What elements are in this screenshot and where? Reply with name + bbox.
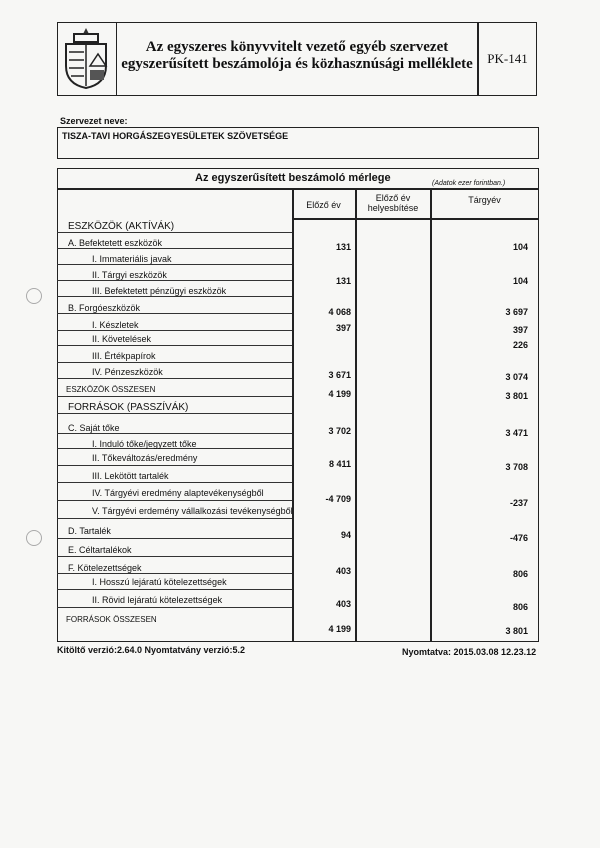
row-label: I. Készletek: [92, 320, 139, 330]
current-year-value: 3 801: [505, 626, 528, 636]
row-label: A. Befektetett eszközök: [68, 238, 163, 248]
prev-year-value: 8 411: [328, 459, 351, 469]
current-year-value: 3 697: [505, 307, 528, 317]
print-timestamp: Nyomtatva: 2015.03.08 12.23.12: [402, 647, 537, 657]
row-label: C. Saját tőke: [68, 423, 120, 433]
row-label: I. Induló tőke/jegyzett tőke: [92, 439, 197, 449]
row-rule: [57, 296, 292, 297]
punch-hole: [26, 530, 42, 546]
row-rule: [57, 518, 292, 519]
row-label: III. Lekötött tartalék: [92, 471, 169, 481]
prev-year-value: 397: [335, 323, 351, 333]
prev-year-value: 4 199: [328, 389, 351, 399]
col-current-year: Tárgyév: [468, 195, 501, 205]
row-rule: [57, 248, 292, 249]
col-prev-year: Előző év: [306, 200, 341, 210]
org-name-label: Szervezet neve:: [60, 116, 128, 126]
version-info: Kitöltő verzió:2.64.0 Nyomtatvány verzió:5.2: [57, 645, 246, 655]
row-rule: [57, 465, 292, 466]
row-rule: [57, 362, 292, 363]
row-label: FORRÁSOK (PASSZÍVÁK): [68, 402, 189, 413]
current-year-value: 226: [512, 340, 528, 350]
form-code: PK-141: [478, 22, 537, 96]
row-label: F. Kötelezettségek: [68, 563, 142, 573]
prev-year-value: 4 068: [328, 307, 351, 317]
prev-year-value: 3 671: [328, 370, 351, 380]
row-rule: [57, 573, 292, 574]
current-year-value: 806: [512, 569, 528, 579]
prev-year-value: 403: [335, 599, 351, 609]
punch-hole: [26, 288, 42, 304]
org-name-value: TISZA-TAVI HORGÁSZEGYESÜLETEK SZÖVETSÉGE: [62, 131, 289, 141]
row-label: D. Tartalék: [68, 526, 111, 536]
row-label: IV. Pénzeszközök: [92, 367, 163, 377]
row-rule: [57, 500, 292, 501]
row-label: II. Tárgyi eszközök: [92, 270, 167, 280]
current-year-value: 3 471: [505, 428, 528, 438]
row-label: III. Befektetett pénzügyi eszközök: [92, 286, 227, 296]
current-year-value: 3 074: [505, 372, 528, 382]
prev-year-value: 4 199: [328, 624, 351, 634]
row-rule: [57, 538, 292, 539]
prev-year-value: 3 702: [328, 426, 351, 436]
row-rule: [57, 607, 292, 608]
current-year-value: 3 708: [505, 462, 528, 472]
row-rule: [57, 556, 292, 557]
prev-year-value: 131: [335, 276, 351, 286]
prev-year-value: 94: [340, 530, 351, 540]
prev-year-value: 131: [335, 242, 351, 252]
col-prev-correction: Előző év helyesbítése: [367, 193, 419, 213]
row-rule: [57, 589, 292, 590]
row-rule: [57, 396, 292, 397]
current-year-value: -237: [509, 498, 528, 508]
current-year-value: -476: [509, 533, 528, 543]
row-rule: [57, 433, 292, 434]
row-rule: [57, 232, 292, 233]
row-label: I. Hosszú lejáratú kötelezettségek: [92, 577, 227, 587]
row-label: ESZKÖZÖK ÖSSZESEN: [66, 385, 156, 394]
row-label: II. Követelések: [92, 334, 152, 344]
current-year-value: 806: [512, 602, 528, 612]
row-label: ESZKÖZÖK (AKTÍVÁK): [68, 221, 175, 232]
row-rule: [57, 264, 292, 265]
unit-note: (Adatok ezer forintban.): [432, 180, 506, 187]
row-rule: [57, 378, 292, 379]
row-rule: [57, 330, 292, 331]
row-rule: [57, 280, 292, 281]
row-rule: [57, 482, 292, 483]
row-label: I. Immateriális javak: [92, 254, 172, 264]
row-label: IV. Tárgyévi eredmény alaptevékenységből: [92, 488, 264, 498]
header-rule: [292, 218, 539, 220]
row-label: II. Rövid lejáratú kötelezettségek: [92, 595, 223, 605]
row-label: E. Céltartalékok: [68, 545, 132, 555]
row-label: FORRÁSOK ÖSSZESEN: [66, 615, 157, 624]
prev-year-value: 403: [335, 566, 351, 576]
form-title: [116, 22, 478, 96]
current-year-value: 3 801: [505, 391, 528, 401]
current-year-value: 397: [512, 325, 528, 335]
current-year-value: 104: [512, 276, 528, 286]
column-divider: [430, 188, 432, 642]
column-divider: [355, 188, 357, 642]
current-year-value: 104: [512, 242, 528, 252]
row-label: V. Tárgyévi erdemény vállalkozási tevékenységből: [92, 506, 293, 516]
form-title-line-1: Az egyszeres könyvvitelt vezető egyéb szervezet: [145, 39, 449, 55]
row-label: III. Értékpapírok: [92, 351, 156, 361]
header-rule: [57, 188, 539, 190]
row-rule: [57, 413, 292, 414]
row-rule: [57, 313, 292, 314]
balance-title: Az egyszerűsített beszámoló mérlege: [195, 172, 391, 184]
coat-of-arms-icon: [60, 26, 112, 90]
form-title-line-2: egyszerűsített beszámolója és közhasznúsági melléklete: [121, 56, 473, 72]
row-rule: [57, 345, 292, 346]
prev-year-value: -4 709: [325, 494, 351, 504]
row-label: B. Forgóeszközök: [68, 303, 141, 313]
row-label: II. Tőkeváltozás/eredmény: [92, 453, 198, 463]
